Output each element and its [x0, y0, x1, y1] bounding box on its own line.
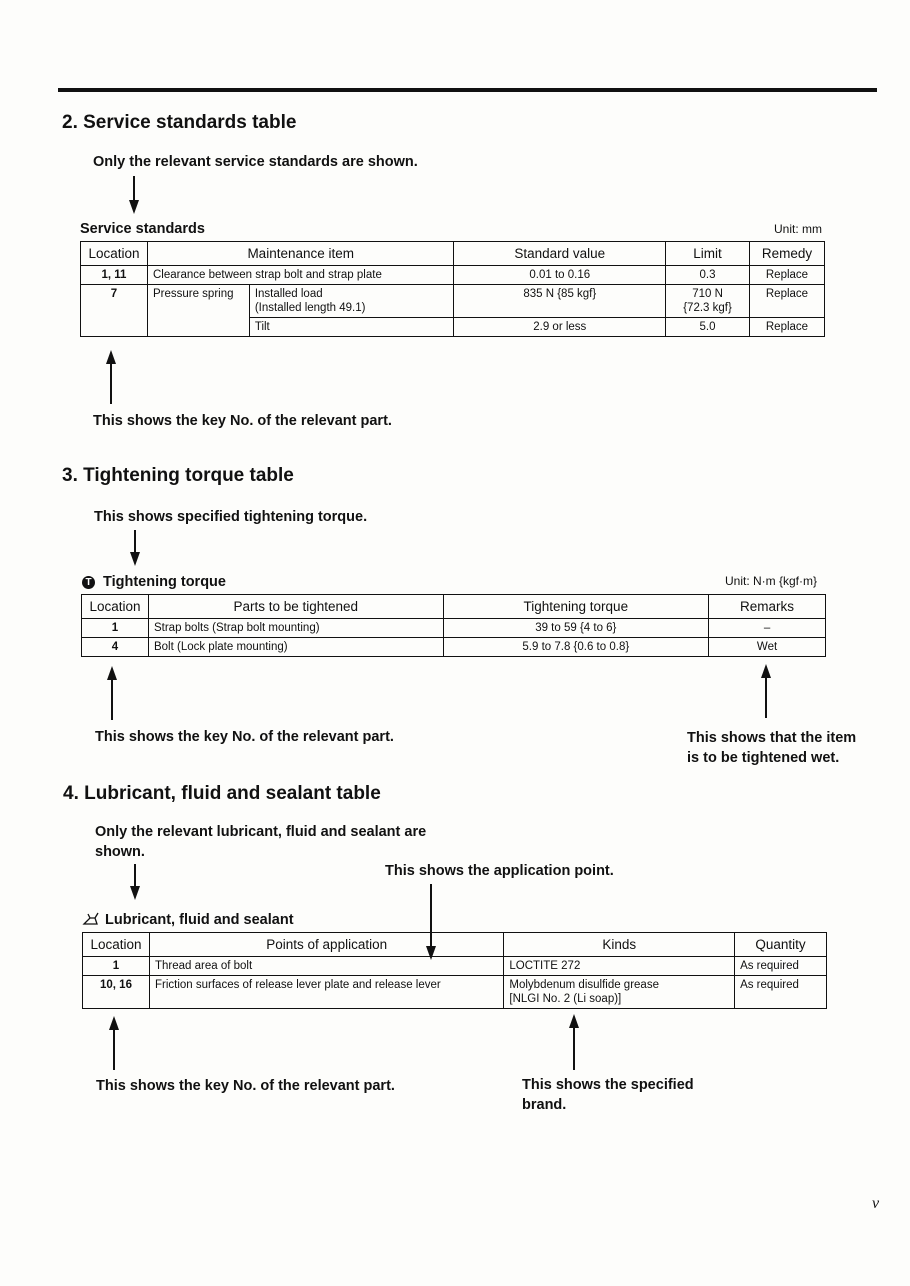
col-header: Remedy [749, 242, 824, 266]
arrow-line [573, 1026, 575, 1070]
kinds-line: [NLGI No. 2 (Li soap)] [509, 993, 622, 1005]
location-cell: 7 [81, 285, 148, 337]
torque-note-bottom-right [687, 728, 856, 768]
location-cell: 1, 11 [81, 266, 148, 285]
col-header: Tightening torque [443, 595, 709, 619]
remarks-cell: Wet [709, 638, 826, 657]
torque-table-title [82, 574, 226, 590]
col-header: Parts to be tightened [148, 595, 443, 619]
torque-heading: 3. Tightening torque table [62, 465, 294, 486]
lubricant-table [82, 932, 827, 1009]
torque-title-text: Tightening torque [103, 574, 226, 590]
points-cell: Thread area of bolt [149, 957, 503, 976]
standard-cell: 2.9 or less [454, 318, 666, 337]
col-header: Quantity [735, 933, 827, 957]
service-note-bottom: This shows the key No. of the relevant part. [93, 413, 392, 429]
table-row [82, 638, 826, 657]
table-header-row [81, 242, 825, 266]
sub-item-cell: Tilt [249, 318, 454, 337]
kinds-cell [504, 976, 735, 1009]
table-header-row [82, 595, 826, 619]
arrow-line [133, 176, 135, 200]
col-header: Limit [666, 242, 750, 266]
service-table-title: Service standards [80, 221, 205, 237]
service-unit: Unit: mm [774, 222, 822, 236]
remedy-cell: Replace [749, 318, 824, 337]
table-header-row [83, 933, 827, 957]
arrow-down-icon [130, 552, 140, 566]
lubricant-note-application: This shows the application point. [385, 863, 614, 879]
table-row [81, 285, 825, 318]
kinds-cell: LOCTITE 272 [504, 957, 735, 976]
lubricant-title-text: Lubricant, fluid and sealant [105, 912, 294, 928]
col-header: Points of application [149, 933, 503, 957]
table-row [83, 976, 827, 1009]
parts-cell: Strap bolts (Strap bolt mounting) [148, 619, 443, 638]
note-line: Only the relevant lubricant, fluid and sealant are [95, 824, 427, 840]
page-number: v [872, 1195, 880, 1212]
col-header: Location [83, 933, 150, 957]
sub-item-line: (Installed length 49.1) [254, 302, 366, 314]
lubricant-note-bottom-left: This shows the key No. of the relevant part. [96, 1078, 395, 1094]
remedy-cell: Replace [749, 285, 824, 318]
service-note-top: Only the relevant service standards are shown. [93, 154, 418, 170]
remarks-cell: – [709, 619, 826, 638]
lubricant-heading: 4. Lubricant, fluid and sealant table [63, 783, 381, 804]
limit-cell: 5.0 [666, 318, 750, 337]
kinds-line: Molybdenum disulfide grease [509, 979, 659, 991]
note-line: This shows that the item [687, 730, 857, 746]
arrow-line [110, 362, 112, 404]
arrow-line [134, 864, 136, 886]
item-cell: Pressure spring [147, 285, 249, 337]
table-row [82, 619, 826, 638]
limit-line: {72.3 kgf} [683, 302, 732, 314]
note-line: brand. [522, 1097, 567, 1113]
arrow-line [111, 678, 113, 720]
table-row [83, 957, 827, 976]
col-header: Remarks [709, 595, 826, 619]
arrow-line [113, 1028, 115, 1070]
service-standards-table [80, 241, 825, 337]
standard-cell: 0.01 to 0.16 [454, 266, 666, 285]
torque-unit: Unit: N·m {kgf·m} [725, 574, 818, 588]
table-row [81, 266, 825, 285]
torque-cell: 39 to 59 {4 to 6} [443, 619, 709, 638]
lubricant-note-top [95, 822, 426, 862]
note-line: This shows the specified [522, 1077, 694, 1093]
limit-line: 710 N [692, 288, 723, 300]
col-header: Location [81, 242, 148, 266]
sub-item-line: Installed load [254, 288, 323, 300]
location-cell: 10, 16 [83, 976, 150, 1009]
lubricant-note-bottom-right [522, 1075, 694, 1115]
arrow-line [134, 530, 136, 552]
service-standards-heading: 2. Service standards table [62, 112, 297, 133]
limit-cell [666, 285, 750, 318]
oil-can-icon [82, 910, 100, 926]
arrow-line [765, 676, 767, 718]
torque-cell: 5.9 to 7.8 {0.6 to 0.8} [443, 638, 709, 657]
col-header: Kinds [504, 933, 735, 957]
lubricant-table-title [82, 910, 294, 928]
col-header: Location [82, 595, 149, 619]
col-header: Maintenance item [147, 242, 454, 266]
arrow-down-icon [130, 886, 140, 900]
arrow-down-icon [129, 200, 139, 214]
torque-note-bottom-left: This shows the key No. of the relevant part. [95, 729, 394, 745]
parts-cell: Bolt (Lock plate mounting) [148, 638, 443, 657]
limit-cell: 0.3 [666, 266, 750, 285]
torque-icon: T [82, 576, 95, 589]
col-header: Standard value [454, 242, 666, 266]
tightening-torque-table [81, 594, 826, 657]
note-line: is to be tightened wet. [687, 750, 840, 766]
quantity-cell: As required [735, 957, 827, 976]
location-cell: 1 [83, 957, 150, 976]
location-cell: 4 [82, 638, 149, 657]
standard-cell: 835 N {85 kgf} [454, 285, 666, 318]
quantity-cell: As required [735, 976, 827, 1009]
sub-item-cell [249, 285, 454, 318]
note-line: shown. [95, 844, 145, 860]
torque-note-top: This shows specified tightening torque. [94, 509, 368, 525]
remedy-cell: Replace [749, 266, 824, 285]
item-cell: Clearance between strap bolt and strap plate [147, 266, 454, 285]
points-cell: Friction surfaces of release lever plate and release lever [149, 976, 503, 1009]
location-cell: 1 [82, 619, 149, 638]
top-rule [58, 88, 877, 92]
